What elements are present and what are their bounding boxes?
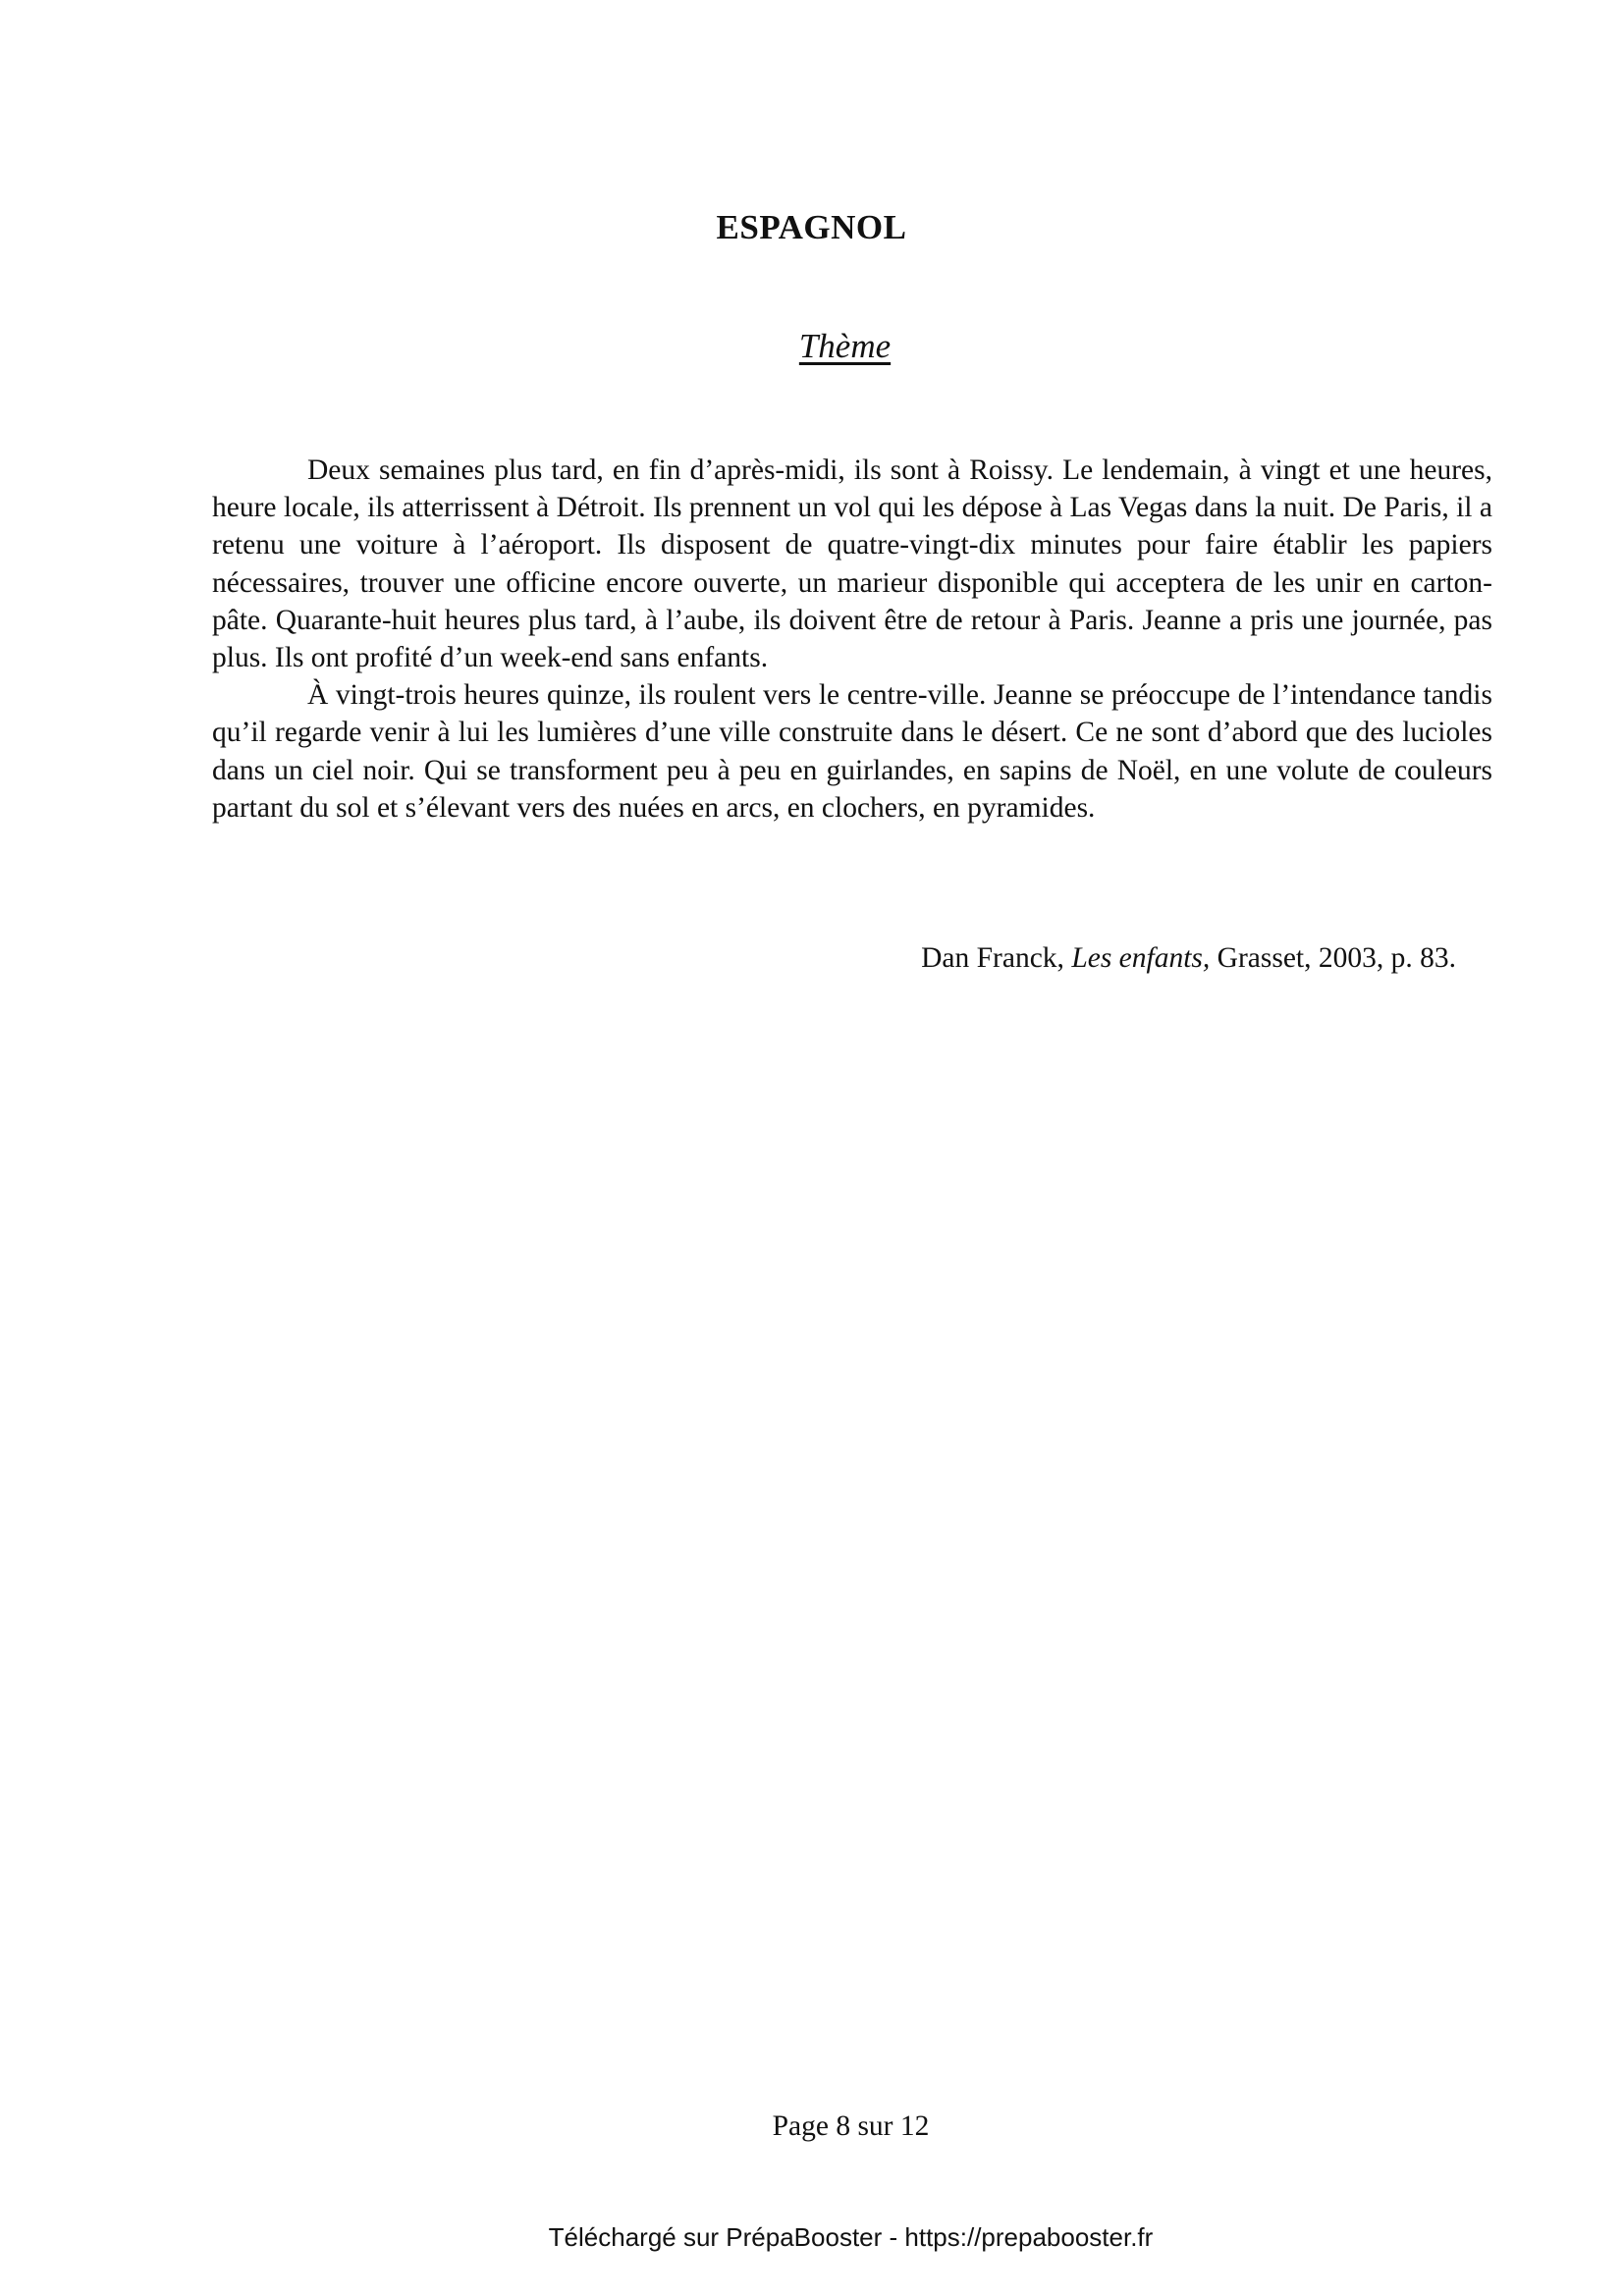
download-note: Téléchargé sur PrépaBooster - https://prepabooster.fr (548, 2222, 1154, 2252)
paragraph-1: Deux semaines plus tard, en fin d’après-midi, ils sont à Roissy. Le lendemain, à vingt et une heures, heure locale, ils atterrissent à Détroit. Ils prennent un vol qui les dépose à Las Vegas dans la nuit. De Paris, il a retenu une voiture à l’aéroport. Ils disposent de quatre-vingt-dix minutes pour faire établir les papiers nécessaires, trouver une officine encore ouverte, un marieur disponible qui acceptera de les unir en carton-pâte. Quarante-huit heures plus tard, à l’aube, ils doivent être de retour à Paris. Jeanne a pris une journée, pas plus. Ils ont profité d’un week-end sans enfants. (212, 454, 1492, 674)
section-subtitle: Thème (798, 327, 892, 365)
citation-work-title: Les enfants, (1071, 942, 1211, 974)
citation (0, 942, 1456, 975)
page-title: ESPAGNOL (716, 208, 907, 246)
theme-text (212, 452, 1492, 827)
citation-details: Grasset, 2003, p. 83. (1210, 942, 1456, 974)
citation-author: Dan Franck, (921, 942, 1072, 974)
paragraph-2: À vingt-trois heures quinze, ils roulent vers le centre-ville. Jeanne se préoccupe de l’intendance tandis qu’il regarde venir à lui les lumières d’une ville construite dans le désert. Ce ne sont d’abord que des lucioles dans un ciel noir. Qui se transforment peu à peu en guirlandes, en sapins de Noël, en une volute de couleurs partant du sol et s’élevant vers des nuées en arcs, en clochers, en pyramides. (212, 679, 1492, 824)
page-number: Page 8 sur 12 (772, 2110, 930, 2142)
subtitle-container (0, 327, 1623, 366)
